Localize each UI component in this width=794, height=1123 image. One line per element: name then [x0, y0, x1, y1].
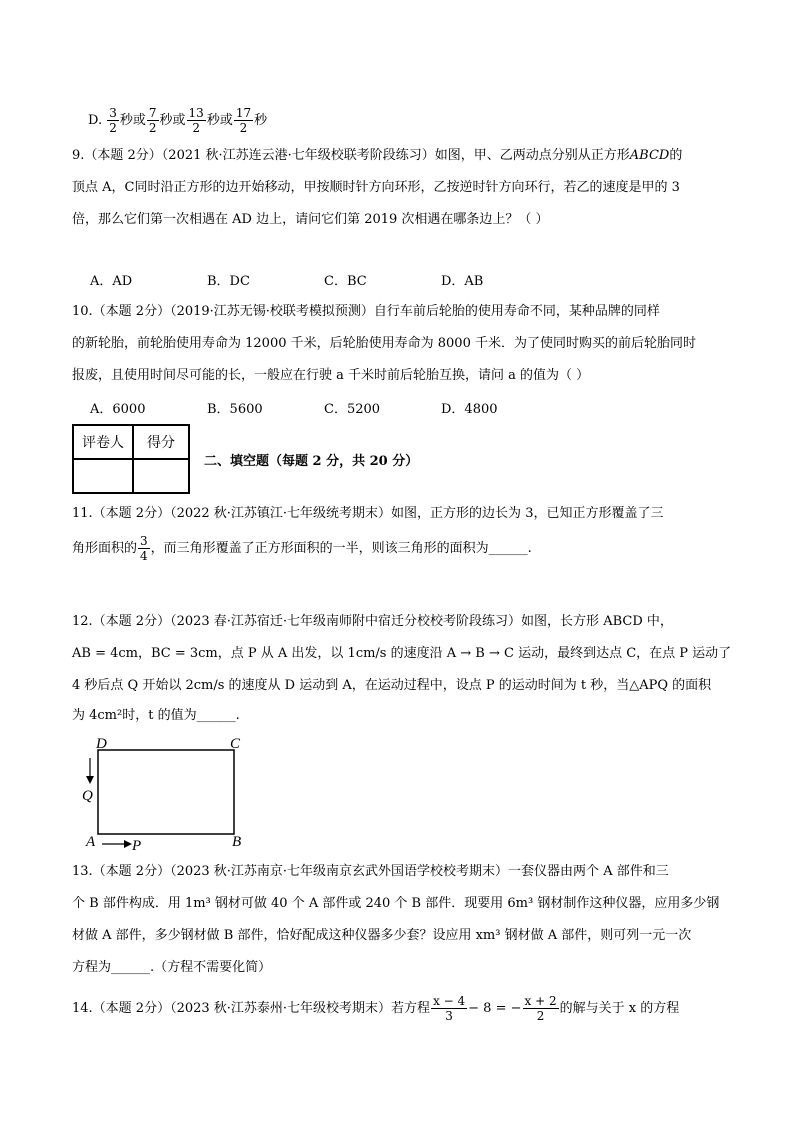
- grader-cell[interactable]: [73, 459, 133, 493]
- q10-line3: 报废，且使用时间尽可能的长，一般应在行驶 a 千米时前后轮胎互换，请问 a 的值为（ ）: [72, 368, 590, 383]
- grader-header: 评卷人: [73, 425, 133, 459]
- q12-line4: 为 4cm²时，t 的值为______.: [72, 708, 240, 723]
- q13-line1: 13.（本题 2分）（2023 秋·江苏南京·七年级南京玄武外国语学校校考期末）一套仪器由两个 A 部件和三: [72, 864, 669, 879]
- label-q: Q: [82, 788, 93, 804]
- q11-line2: 角形面积的 $\frac{3}{4}$ ，而三角形覆盖了正方形面积的一半，则该三角形的面积为______.: [72, 534, 532, 563]
- q14-line1: 14.（本题 2分）（2023 秋·江苏泰州·七年级校考期末）若方程 $\frac{x - 4}{3}$ − 8 = − $\frac{x + 2}{2}$ 的解与关于 x 的方程: [72, 994, 680, 1023]
- option-c[interactable]: C．5200: [324, 402, 381, 417]
- option-c[interactable]: C．BC: [324, 274, 367, 289]
- q9-line2: 顶点 A，C同时沿正方形的边开始移动，甲按顺时针方向环形，乙按逆时针方向环行，若乙的速度是甲的 3: [72, 180, 680, 195]
- fraction: $\frac{7}{2}$: [148, 106, 157, 135]
- fraction: $\frac{13}{2}$: [188, 106, 204, 135]
- score-header: 得分: [133, 425, 189, 459]
- section-title: 二、填空题（每题 2 分，共 20 分）: [204, 454, 419, 469]
- q13-line3: 材做 A 部件，多少钢材做 B 部件，恰好配成这种仪器多少套？设应用 xm³ 钢材做 A 部件，则可列一元一次: [72, 928, 692, 943]
- q10-line2: 的新轮胎，前轮胎使用寿命为 12000 千米，后轮胎使用寿命为 8000 千米．为了使同时购买的前后轮胎同时: [72, 336, 696, 351]
- option-a[interactable]: A．6000: [90, 402, 146, 417]
- fraction: $\frac{3}{4}$: [140, 534, 148, 563]
- q9-line3: 倍，那么它们第一次相遇在 AD 边上，请问它们第 2019 次相遇在哪条边上？（ ）: [72, 212, 549, 227]
- q10-options: [90, 400, 558, 420]
- label-b: B: [232, 834, 242, 850]
- option-b[interactable]: B．5600: [207, 402, 263, 417]
- q13-line2: 个 B 部件构成．用 1m³ 钢材可做 40 个 A 部件或 240 个 B 部件．现要用 6m³ 钢材制作这种仪器，应用多少钢: [72, 896, 720, 911]
- q9-options: [90, 272, 558, 292]
- label-a: A: [86, 834, 96, 850]
- q8-option-d: D. $\frac{3}{2}$ 秒或 $\frac{7}{2}$ 秒或 $\frac{13}{2}$ 秒或 $\frac{17}{2}$ 秒: [88, 106, 268, 135]
- option-a[interactable]: A．AD: [90, 274, 133, 289]
- q13-line4: 方程为______.（方程不需要化简）: [72, 960, 272, 975]
- rectangle-abcd: [98, 750, 234, 834]
- score-table: [72, 424, 190, 494]
- p-arrowhead: [124, 840, 132, 848]
- q12-line3: 4 秒后点 Q 开始以 2cm/s 的速度从 D 运动到 A，在运动过程中，设点 P 的运动时间为 t 秒，当△APQ 的面积: [72, 678, 712, 693]
- q10-line1: 10.（本题 2分）（2019·江苏无锡·校联考模拟预测）自行车前后轮胎的使用寿命不同，某种品牌的同样: [72, 304, 660, 319]
- fraction: $\frac{17}{2}$: [235, 106, 252, 135]
- label-c: C: [230, 736, 241, 752]
- rectangle-figure: [78, 734, 258, 854]
- q-arrowhead: [86, 776, 94, 784]
- option-d[interactable]: D．AB: [441, 274, 484, 289]
- label-p: P: [132, 838, 142, 854]
- q12-line1: 12.（本题 2分）（2023 春·江苏宿迁·七年级南师附中宿迁分校校考阶段练习）如图，长方形 ABCD 中，: [72, 614, 673, 629]
- label-d: D: [96, 736, 107, 752]
- option-b[interactable]: B．DC: [207, 274, 250, 289]
- fraction: $\frac{x - 4}{3}$: [433, 994, 466, 1023]
- q9-line1: 9.（本题 2分）（2021 秋·江苏连云港·七年级校联考阶段练习）如图，甲、乙两动点分别从正方形ABCD的: [72, 148, 683, 163]
- fraction: $\frac{x + 2}{2}$: [524, 994, 557, 1023]
- q12-line2: AB = 4cm，BC = 3cm，点 P 从 A 出发，以 1cm/s 的速度沿 A → B → C 运动，最终到达点 C，在点 P 运动了: [72, 646, 732, 661]
- option-d[interactable]: D．4800: [441, 402, 498, 417]
- q11-line1: 11.（本题 2分）（2022 秋·江苏镇江·七年级统考期末）如图，正方形的边长为 3，已知正方形覆盖了三: [72, 506, 664, 521]
- score-cell[interactable]: [133, 459, 189, 493]
- fraction: $\frac{3}{2}$: [109, 106, 117, 135]
